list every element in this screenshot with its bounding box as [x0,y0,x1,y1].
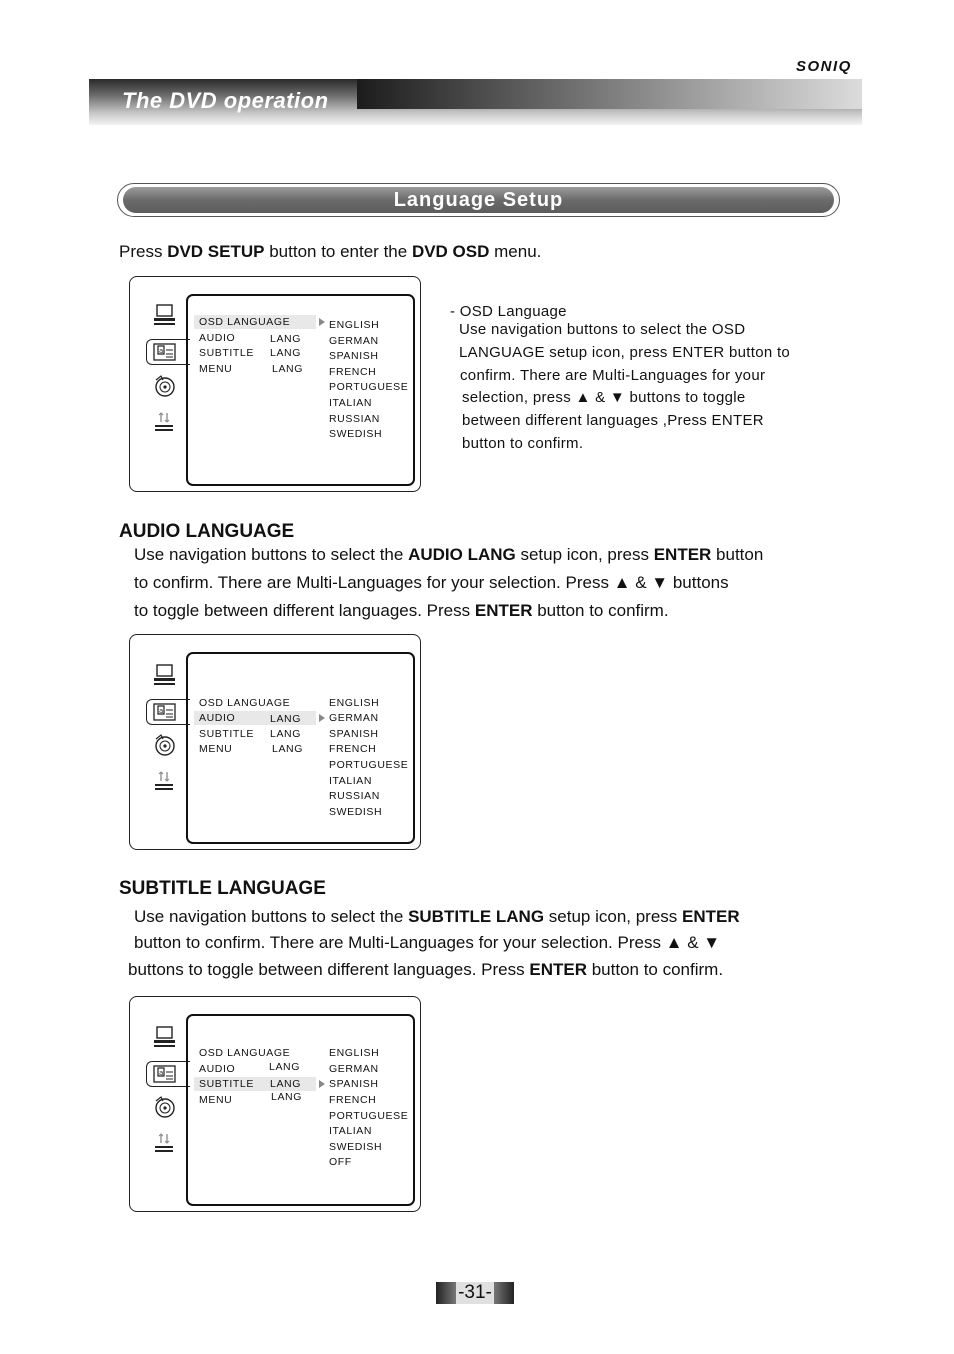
lang-option: PORTUGUESE [329,759,409,771]
lang-option: FRENCH [329,1094,377,1106]
menu-subtitle-value: LANG [270,347,301,359]
lang-option: GERMAN [329,1063,379,1075]
menu-subtitle: SUBTITLE [199,728,254,740]
language-icon [153,1064,177,1084]
settings-sliders-icon [153,770,177,792]
lang-option: SWEDISH [329,428,383,440]
lang-option: FRENCH [329,743,377,755]
disc-icon [153,1095,177,1119]
menu-menu-value: LANG [272,743,303,755]
lang-option: SPANISH [329,728,379,740]
audio-text-line: to toggle between different languages. Press ENTER button to confirm. [134,601,669,620]
monitor-icon [153,1026,177,1048]
monitor-icon [153,304,177,326]
svg-text:a: a [159,1069,164,1077]
osd-menu-panel-audio [129,634,421,850]
menu-menu: MENU [199,363,233,375]
menu-audio: AUDIO [199,1063,236,1075]
subtitle-text-line: buttons to toggle between different languages. Press ENTER button to confirm. [128,960,724,979]
lang-option: ITALIAN [329,1125,373,1137]
section-title: Language Setup [393,189,564,211]
osd-note-heading: - OSD Language [450,303,567,320]
osd-note-line: confirm. There are Multi-Languages for your [460,367,766,384]
header-gradient [357,79,862,109]
lang-option: SPANISH [329,1078,379,1090]
menu-audio-value: LANG [270,333,301,345]
lang-option: SWEDISH [329,806,383,818]
osd-note-line: button to confirm. [462,435,584,452]
lang-option: PORTUGUESE [329,381,409,393]
menu-audio: AUDIO [199,332,236,344]
lang-option: SPANISH [329,350,379,362]
osd-note-line: LANGUAGE setup icon, press ENTER button to [459,344,791,361]
svg-text:a: a [159,347,164,355]
lang-option: GERMAN [329,712,379,724]
lang-option: ENGLISH [329,697,380,709]
lang-option: ENGLISH [329,1047,380,1059]
menu-audio-value: LANG [270,713,301,725]
menu-menu-value: LANG [271,1091,302,1103]
lang-option: SWEDISH [329,1141,383,1153]
svg-text:a: a [159,707,164,715]
lang-option: RUSSIAN [329,413,380,425]
lang-option: RUSSIAN [329,790,380,802]
menu-audio-value: LANG [269,1061,300,1073]
settings-sliders-icon [153,411,177,433]
osd-note-line: Use navigation buttons to select the OSD [459,321,746,338]
disc-icon [153,733,177,757]
arrow-right-icon [319,714,325,722]
settings-sliders-icon [153,1132,177,1154]
menu-menu: MENU [199,1094,233,1106]
lang-option: OFF [329,1156,352,1168]
menu-subtitle-value: LANG [270,728,301,740]
intro-text: Press DVD SETUP button to enter the DVD OSD menu. [119,242,542,261]
disc-icon [153,374,177,398]
language-icon [153,342,177,362]
lang-option: FRENCH [329,366,377,378]
menu-menu-value: LANG [272,363,303,375]
arrow-right-icon [319,1080,325,1088]
page-number: -31- [458,1282,492,1303]
monitor-icon [153,664,177,686]
menu-subtitle: SUBTITLE [199,347,254,359]
menu-menu: MENU [199,743,233,755]
subtitle-text-line: Use navigation buttons to select the SUBTITLE LANG setup icon, press ENTER [134,907,740,926]
audio-text-line: Use navigation buttons to select the AUDIO LANG setup icon, press ENTER button [134,545,764,564]
audio-text-line: to confirm. There are Multi-Languages for your selection. Press ▲ & ▼ buttons [134,573,729,592]
brand-logo: SONIQ [796,58,852,75]
subtitle-heading: SUBTITLE LANGUAGE [119,878,326,899]
lang-option: ITALIAN [329,775,373,787]
menu-audio: AUDIO [199,712,236,724]
subtitle-text-line: button to confirm. There are Multi-Languages for your selection. Press ▲ & ▼ [134,933,721,952]
menu-subtitle-value: LANG [270,1078,301,1090]
page-header-title: The DVD operation [122,88,329,113]
lang-option: GERMAN [329,335,379,347]
osd-note-line: selection, press ▲ & ▼ buttons to toggle [462,389,746,406]
menu-osd-language: OSD LANGUAGE [199,1047,291,1059]
audio-heading: AUDIO LANGUAGE [119,521,295,542]
menu-osd-language: OSD LANGUAGE [199,697,291,709]
osd-note-line: between different languages ,Press ENTER [462,412,764,429]
lang-option: PORTUGUESE [329,1110,409,1122]
menu-subtitle: SUBTITLE [199,1078,254,1090]
language-icon [153,702,177,722]
menu-osd-language: OSD LANGUAGE [199,316,291,328]
lang-option: ITALIAN [329,397,373,409]
lang-option: ENGLISH [329,319,380,331]
arrow-right-icon [319,318,325,326]
osd-menu-panel-subtitle [129,996,421,1212]
osd-menu-panel-osd [129,276,421,492]
